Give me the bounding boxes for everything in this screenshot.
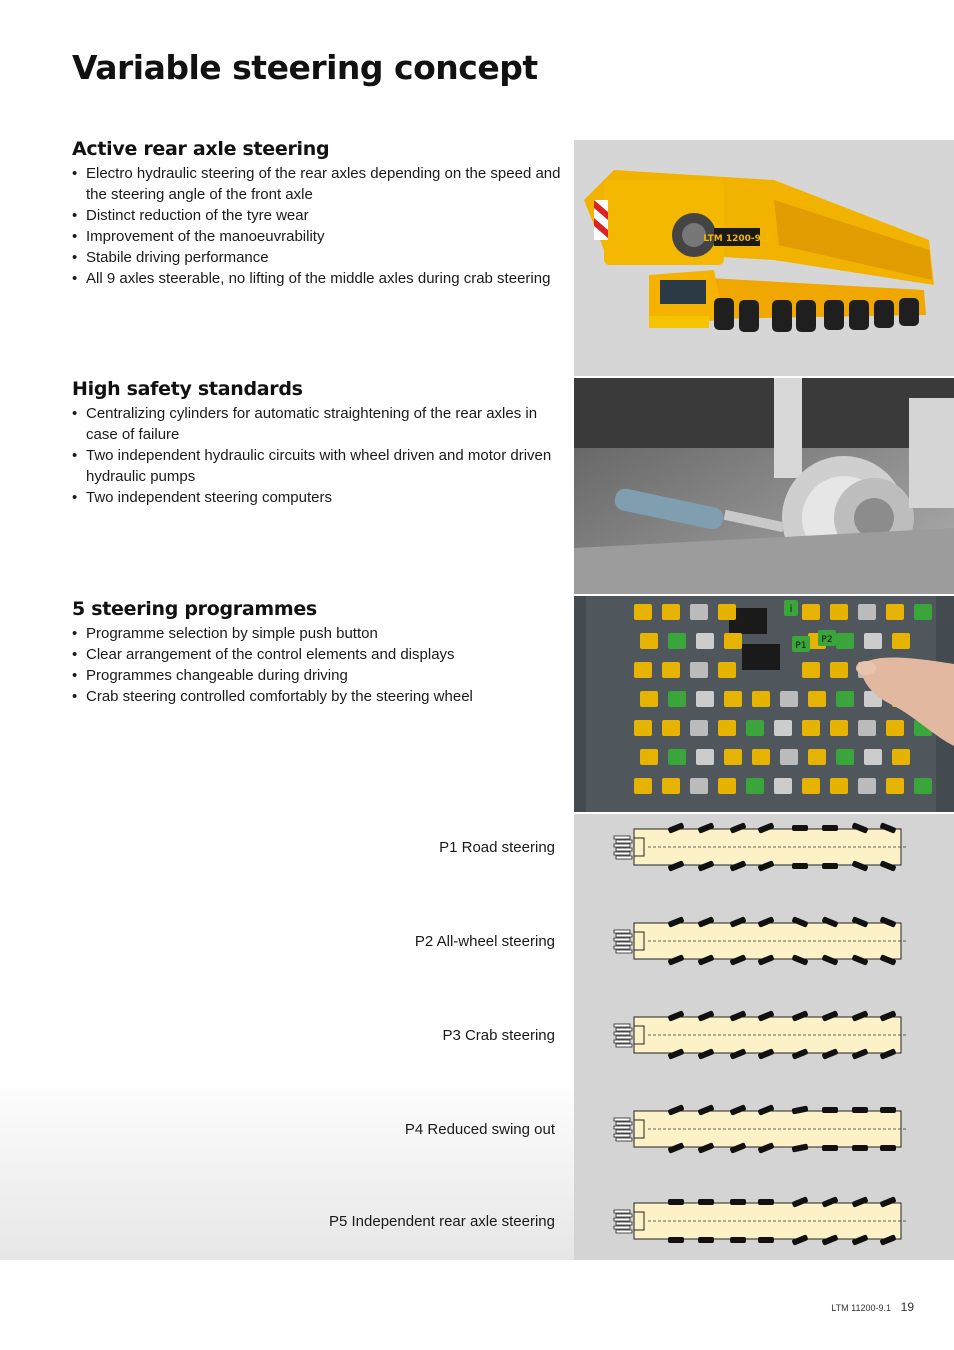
rear-wheel-right (880, 1145, 896, 1151)
rear-wheel-left (792, 825, 808, 831)
bumper-bar (614, 1218, 630, 1221)
programme-label: P2 All-wheel steering (414, 933, 555, 950)
panel-button (696, 633, 714, 649)
bumper-bar (614, 1126, 630, 1129)
programme-label: P5 Independent rear axle steering (329, 1213, 555, 1230)
rear-wheel-left (822, 825, 838, 831)
panel-button (858, 778, 876, 794)
section-heading: Active rear axle steering (72, 138, 330, 160)
panel-button (640, 749, 658, 765)
section-high-safety-standards (72, 378, 562, 508)
panel-button (808, 749, 826, 765)
bullet-list (72, 403, 562, 508)
bumper-bar (614, 852, 630, 855)
panel-button (808, 691, 826, 707)
panel-button (858, 720, 876, 736)
bumper-bar (614, 844, 630, 847)
bumper-bar (616, 950, 632, 953)
bullet-item: • Improvement of the manoeuvrability (72, 226, 562, 247)
panel-button (634, 778, 652, 794)
steering-diagram (608, 1196, 910, 1246)
panel-button (746, 778, 764, 794)
panel-button (640, 691, 658, 707)
panel-button (668, 749, 686, 765)
panel-button (802, 720, 820, 736)
panel-button (892, 749, 910, 765)
vehicle-cab (634, 1026, 644, 1044)
bumper-bar (616, 1122, 632, 1125)
bumper-bar (614, 1024, 630, 1027)
panel-button (662, 604, 680, 620)
bumper-bar (614, 836, 630, 839)
programme-label: P3 Crab steering (442, 1027, 555, 1044)
panel-button (802, 604, 820, 620)
section-heading: High safety standards (72, 378, 303, 400)
bumper-bar (616, 1222, 632, 1225)
bumper-bar (616, 1214, 632, 1217)
programme-label: P1 Road steering (439, 839, 555, 856)
bumper-bar (616, 856, 632, 859)
bumper-bar (614, 1118, 630, 1121)
bullet-item: • Two independent hydraulic circuits with wheel driven and motor driven hydraulic pumps (72, 445, 562, 487)
panel-button (752, 749, 770, 765)
bumper-bar (616, 840, 632, 843)
front-wheel-left (730, 1199, 746, 1205)
bullet-item: • All 9 axles steerable, no lifting of the middle axles during crab steering (72, 268, 562, 289)
crane-photo (574, 140, 954, 376)
panel-button (724, 691, 742, 707)
panel-button (718, 720, 736, 736)
bullet-item: • Centralizing cylinders for automatic straightening of the rear axles in case of failure (72, 403, 562, 445)
axle-cylinder-photo (574, 378, 954, 594)
panel-button (724, 633, 742, 649)
front-wheel-right (730, 1237, 746, 1243)
page-number: 19 (900, 1300, 914, 1314)
panel-button (830, 778, 848, 794)
panel-button (914, 604, 932, 620)
steering-diagram (608, 822, 910, 872)
panel-button (662, 720, 680, 736)
rear-wheel-right (792, 863, 808, 869)
p1-button-label: P1 (795, 641, 807, 651)
panel-button (696, 691, 714, 707)
vehicle-cab (634, 1212, 644, 1230)
panel-button (690, 720, 708, 736)
panel-button (892, 633, 910, 649)
panel-button (914, 778, 932, 794)
panel-button (830, 720, 848, 736)
bumper-bar (614, 1032, 630, 1035)
panel-button (780, 691, 798, 707)
rear-wheel-left (880, 1107, 896, 1113)
bumper-bar (614, 1040, 630, 1043)
bullet-item: • Clear arrangement of the control elements and displays (72, 644, 562, 665)
panel-button (864, 633, 882, 649)
control-panel-photo (574, 596, 954, 812)
bullet-item: • Programmes changeable during driving (72, 665, 562, 686)
bottom-gradient (0, 1075, 574, 1260)
panel-button (724, 749, 742, 765)
panel-button (774, 778, 792, 794)
panel-button (718, 778, 736, 794)
section-heading: 5 steering programmes (72, 598, 317, 620)
panel-button (668, 633, 686, 649)
rear-wheel-right (822, 1145, 838, 1151)
panel-button (634, 662, 652, 678)
panel-button (886, 778, 904, 794)
panel-button (774, 720, 792, 736)
front-wheel-left (758, 1199, 774, 1205)
panel-button (668, 691, 686, 707)
panel-button (858, 604, 876, 620)
page-title: Variable steering concept (72, 48, 538, 87)
front-wheel-left (698, 1199, 714, 1205)
rear-wheel-right (822, 863, 838, 869)
vehicle-cab (634, 1120, 644, 1138)
document-code: LTM 11200-9.1 (831, 1303, 891, 1313)
panel-button (696, 749, 714, 765)
panel-button (830, 662, 848, 678)
rear-wheel-left (852, 1107, 868, 1113)
bumper-bar (614, 930, 630, 933)
bumper-bar (616, 1130, 632, 1133)
front-wheel-right (758, 1237, 774, 1243)
front-wheel-left (668, 1199, 684, 1205)
panel-button (718, 662, 736, 678)
bumper-bar (616, 848, 632, 851)
panel-button (836, 633, 854, 649)
bullet-item: • Crab steering controlled comfortably by the steering wheel (72, 686, 562, 707)
bumper-bar (614, 1210, 630, 1213)
bullet-item: • Stabile driving performance (72, 247, 562, 268)
panel-button (780, 749, 798, 765)
steering-diagram (608, 1104, 910, 1154)
panel-button (802, 662, 820, 678)
bumper-bar (616, 942, 632, 945)
panel-button (886, 604, 904, 620)
panel-button (690, 778, 708, 794)
bumper-bar (614, 1226, 630, 1229)
vehicle-cab (634, 838, 644, 856)
panel-button (864, 749, 882, 765)
panel-button (802, 778, 820, 794)
bumper-bar (614, 946, 630, 949)
front-wheel-right (668, 1237, 684, 1243)
panel-button (836, 691, 854, 707)
panel-button (830, 604, 848, 620)
bumper-bar (616, 1044, 632, 1047)
programme-label: P4 Reduced swing out (404, 1121, 555, 1138)
bumper-bar (616, 1028, 632, 1031)
section-steering-programmes (72, 598, 562, 707)
bullet-item: • Programme selection by simple push button (72, 623, 562, 644)
info-button-label: i (789, 604, 793, 615)
panel-button (640, 633, 658, 649)
bullet-list (72, 163, 562, 289)
bumper-bar (616, 1036, 632, 1039)
bumper-bar (614, 1134, 630, 1137)
panel-button (752, 691, 770, 707)
crane-badge: LTM 1200-9.1 (703, 234, 771, 244)
panel-button (836, 749, 854, 765)
panel-button (746, 720, 764, 736)
panel-button (662, 662, 680, 678)
panel-button (886, 720, 904, 736)
vehicle-cab (634, 932, 644, 950)
bullet-item: • Electro hydraulic steering of the rear axles depending on the speed and the steering angle of the front axle (72, 163, 562, 205)
panel-button (634, 604, 652, 620)
steering-diagram (608, 1010, 910, 1060)
panel-button (662, 778, 680, 794)
rear-wheel-right (852, 1145, 868, 1151)
steering-diagram (608, 916, 910, 966)
p2-button-label: P2 (821, 635, 833, 645)
rear-wheel-left (822, 1107, 838, 1113)
bumper-bar (616, 1138, 632, 1141)
panel-button (634, 720, 652, 736)
bullet-list (72, 623, 562, 707)
bullet-item: • Two independent steering computers (72, 487, 562, 508)
panel-button (690, 604, 708, 620)
front-wheel-right (698, 1237, 714, 1243)
bumper-bar (616, 1230, 632, 1233)
panel-button (690, 662, 708, 678)
panel-button (718, 604, 736, 620)
bumper-bar (614, 938, 630, 941)
bullet-item: • Distinct reduction of the tyre wear (72, 205, 562, 226)
section-active-rear-axle-steering (72, 138, 562, 289)
bumper-bar (616, 934, 632, 937)
